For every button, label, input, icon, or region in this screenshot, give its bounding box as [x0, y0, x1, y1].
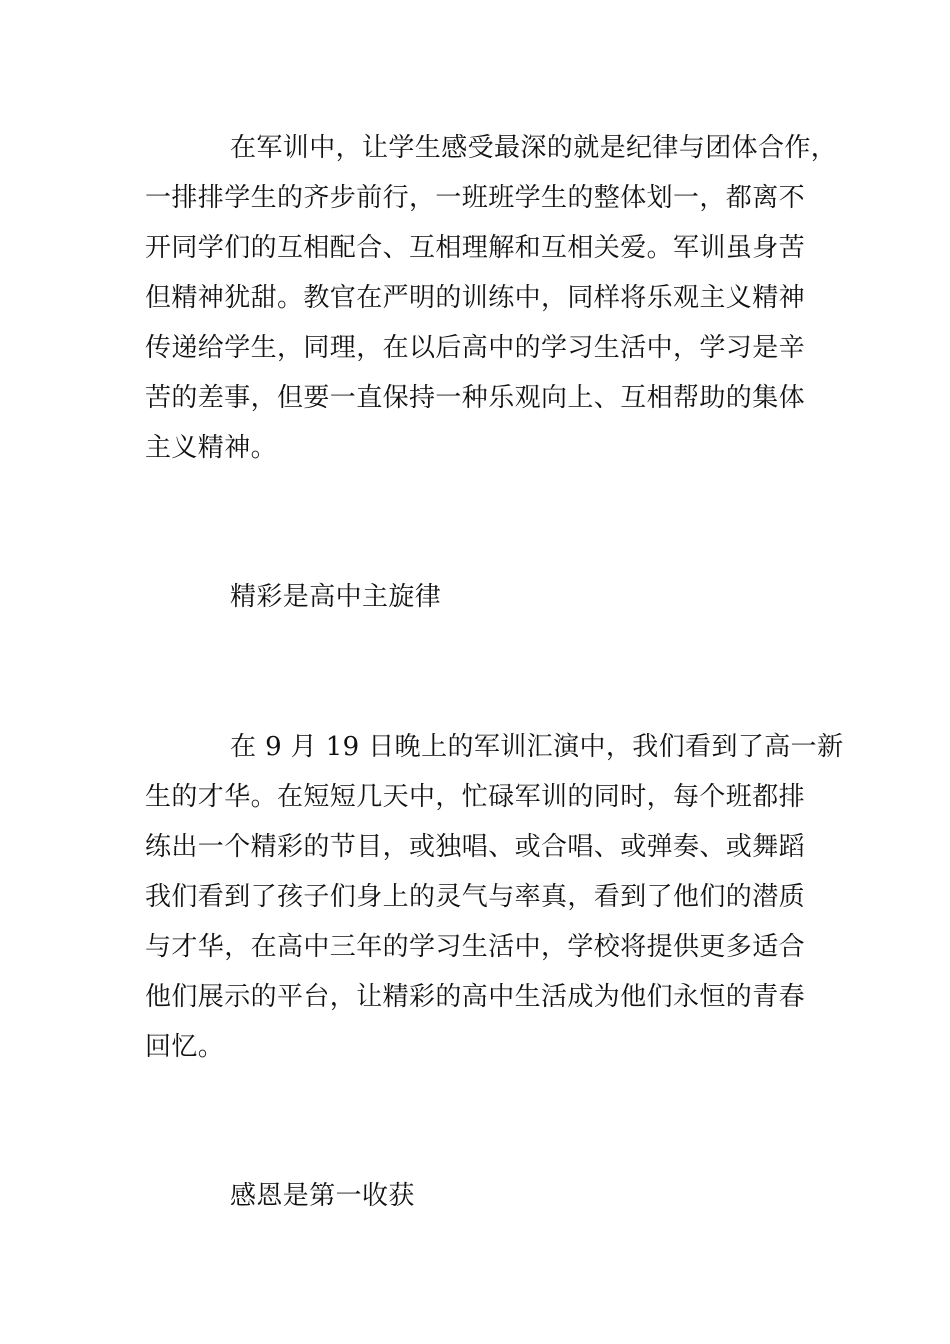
paragraph-line: 回忆。: [145, 1032, 225, 1062]
paragraph-line: 传递给学生，同理，在以后高中的学习生活中，学习是辛: [145, 333, 806, 363]
paragraph-line: 但精神犹甜。教官在严明的训练中，同样将乐观主义精神: [145, 283, 806, 313]
section-heading: 精彩是高中主旋律: [230, 582, 442, 612]
paragraph-line: 在 9 月 19 日晚上的军训汇演中，我们看到了高一新: [230, 732, 844, 762]
paragraph-line: 苦的差事，但要一直保持一种乐观向上、互相帮助的集体: [145, 383, 806, 413]
paragraph-line: 生的才华。在短短几天中，忙碌军训的同时，每个班都排: [145, 782, 806, 812]
paragraph-line: 我们看到了孩子们身上的灵气与率真，看到了他们的潜质: [145, 882, 806, 912]
paragraph-line: 与才华，在高中三年的学习生活中，学校将提供更多适合: [145, 932, 806, 962]
paragraph-line: 开同学们的互相配合、互相理解和互相关爱。军训虽身苦: [145, 233, 806, 263]
paragraph-line: 一排排学生的齐步前行，一班班学生的整体划一，都离不: [145, 183, 806, 213]
paragraph-line: 他们展示的平台，让精彩的高中生活成为他们永恒的青春: [145, 982, 806, 1012]
section-heading: 感恩是第一收获: [230, 1181, 415, 1211]
paragraph-line: 主义精神。: [145, 433, 278, 463]
paragraph-line: 练出一个精彩的节目，或独唱、或合唱、或弹奏、或舞蹈: [145, 832, 806, 862]
paragraph-line: 在军训中，让学生感受最深的就是纪律与团体合作，: [230, 133, 838, 163]
